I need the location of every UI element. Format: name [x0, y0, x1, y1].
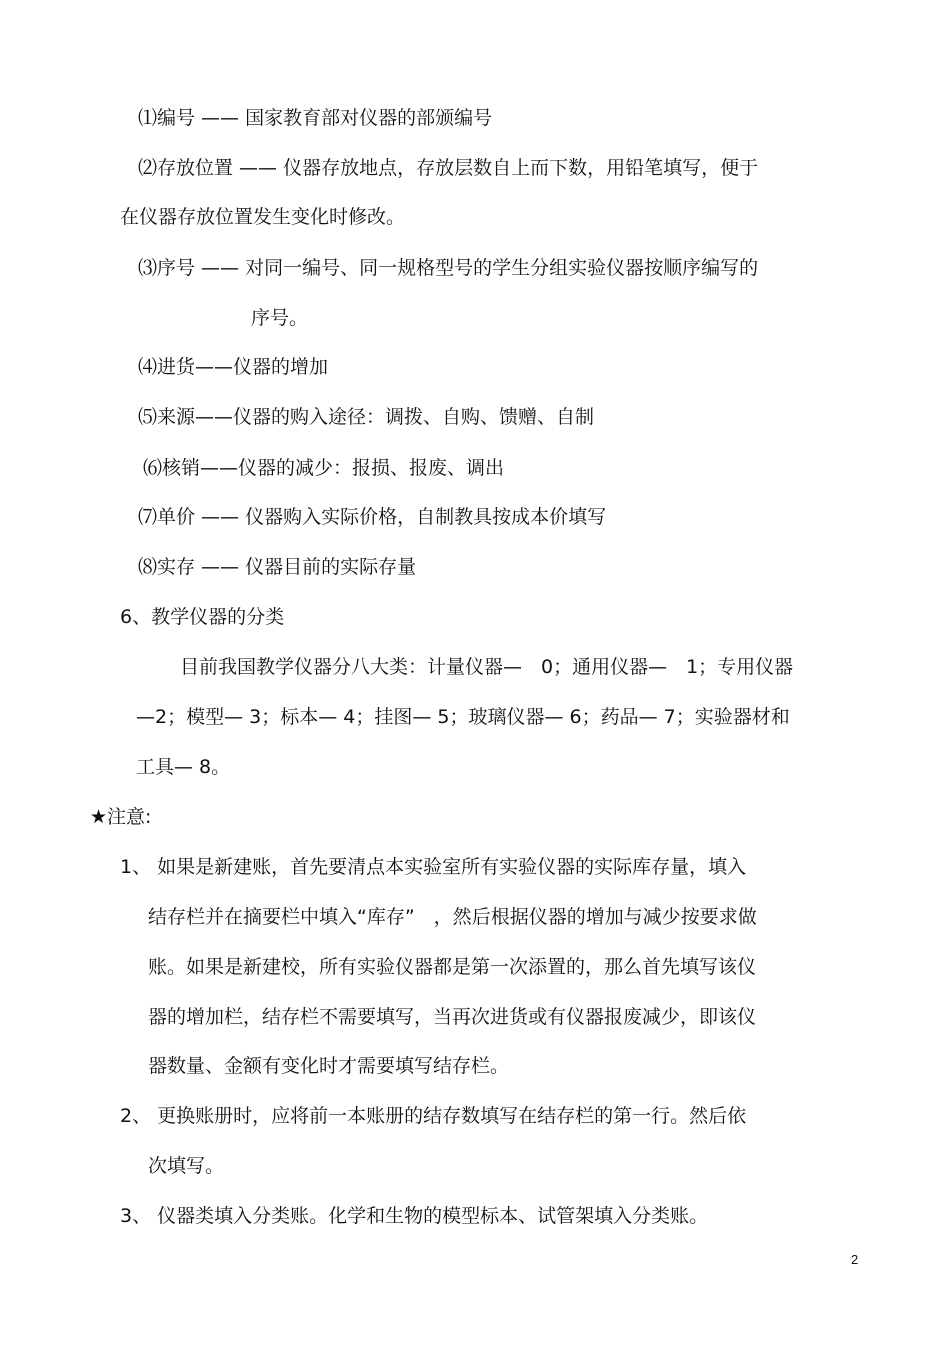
- note-line: 1、 如果是新建账，首先要清点本实验室所有实验仪器的实际库存量，填入: [120, 856, 747, 878]
- definition-line: ⑸来源——仪器的购入途径：调拨、自购、馈赠、自制: [138, 406, 595, 428]
- note-line: 账。如果是新建校，所有实验仪器都是第一次添置的，那么首先填写该仪: [148, 956, 757, 978]
- definition-line: ⑷进货——仪器的增加: [138, 356, 329, 378]
- section-paragraph-line: 工具— 8。: [136, 756, 231, 778]
- note-line: 2、 更换账册时，应将前一本账册的结存数填写在结存栏的第一行。然后依: [120, 1105, 747, 1127]
- notes-heading: ★注意:: [90, 806, 152, 828]
- definition-line: ⑺单价 —— 仪器购入实际价格，自制教具按成本价填写: [138, 506, 607, 528]
- definition-line: ⑶序号 —— 对同一编号、同一规格型号的学生分组实验仪器按顺序编写的: [138, 257, 759, 279]
- section-heading: 6、教学仪器的分类: [120, 606, 285, 628]
- definition-line: ⑻实存 —— 仪器目前的实际存量: [138, 556, 417, 578]
- definition-line: ⑹核销——仪器的减少：报损、报废、调出: [143, 457, 505, 479]
- section-paragraph-line: —2；模型— 3；标本— 4；挂图— 5；玻璃仪器— 6；药品— 7；实验器材和: [136, 706, 790, 728]
- definition-line: ⑴编号 —— 国家教育部对仪器的部颁编号: [138, 107, 493, 129]
- definition-line: 在仪器存放位置发生变化时修改。: [120, 206, 406, 228]
- note-line: 器数量、金额有变化时才需要填写结存栏。: [148, 1055, 510, 1077]
- note-line: 3、 仪器类填入分类账。化学和生物的模型标本、试管架填入分类账。: [120, 1205, 709, 1227]
- page-number: 2: [851, 1252, 859, 1267]
- note-line: 器的增加栏，结存栏不需要填写，当再次进货或有仪器报废减少，即该仪: [148, 1006, 757, 1028]
- note-line: 次填写。: [148, 1155, 225, 1177]
- section-paragraph-line: 目前我国教学仪器分八大类：计量仪器— 0；通用仪器— 1；专用仪器: [180, 656, 794, 678]
- definition-line: 序号。: [251, 307, 309, 329]
- definition-line: ⑵存放位置 —— 仪器存放地点，存放层数自上而下数，用铅笔填写，便于: [138, 157, 759, 179]
- note-line: 结存栏并在摘要栏中填入“库存” ，然后根据仪器的增加与减少按要求做: [148, 906, 757, 928]
